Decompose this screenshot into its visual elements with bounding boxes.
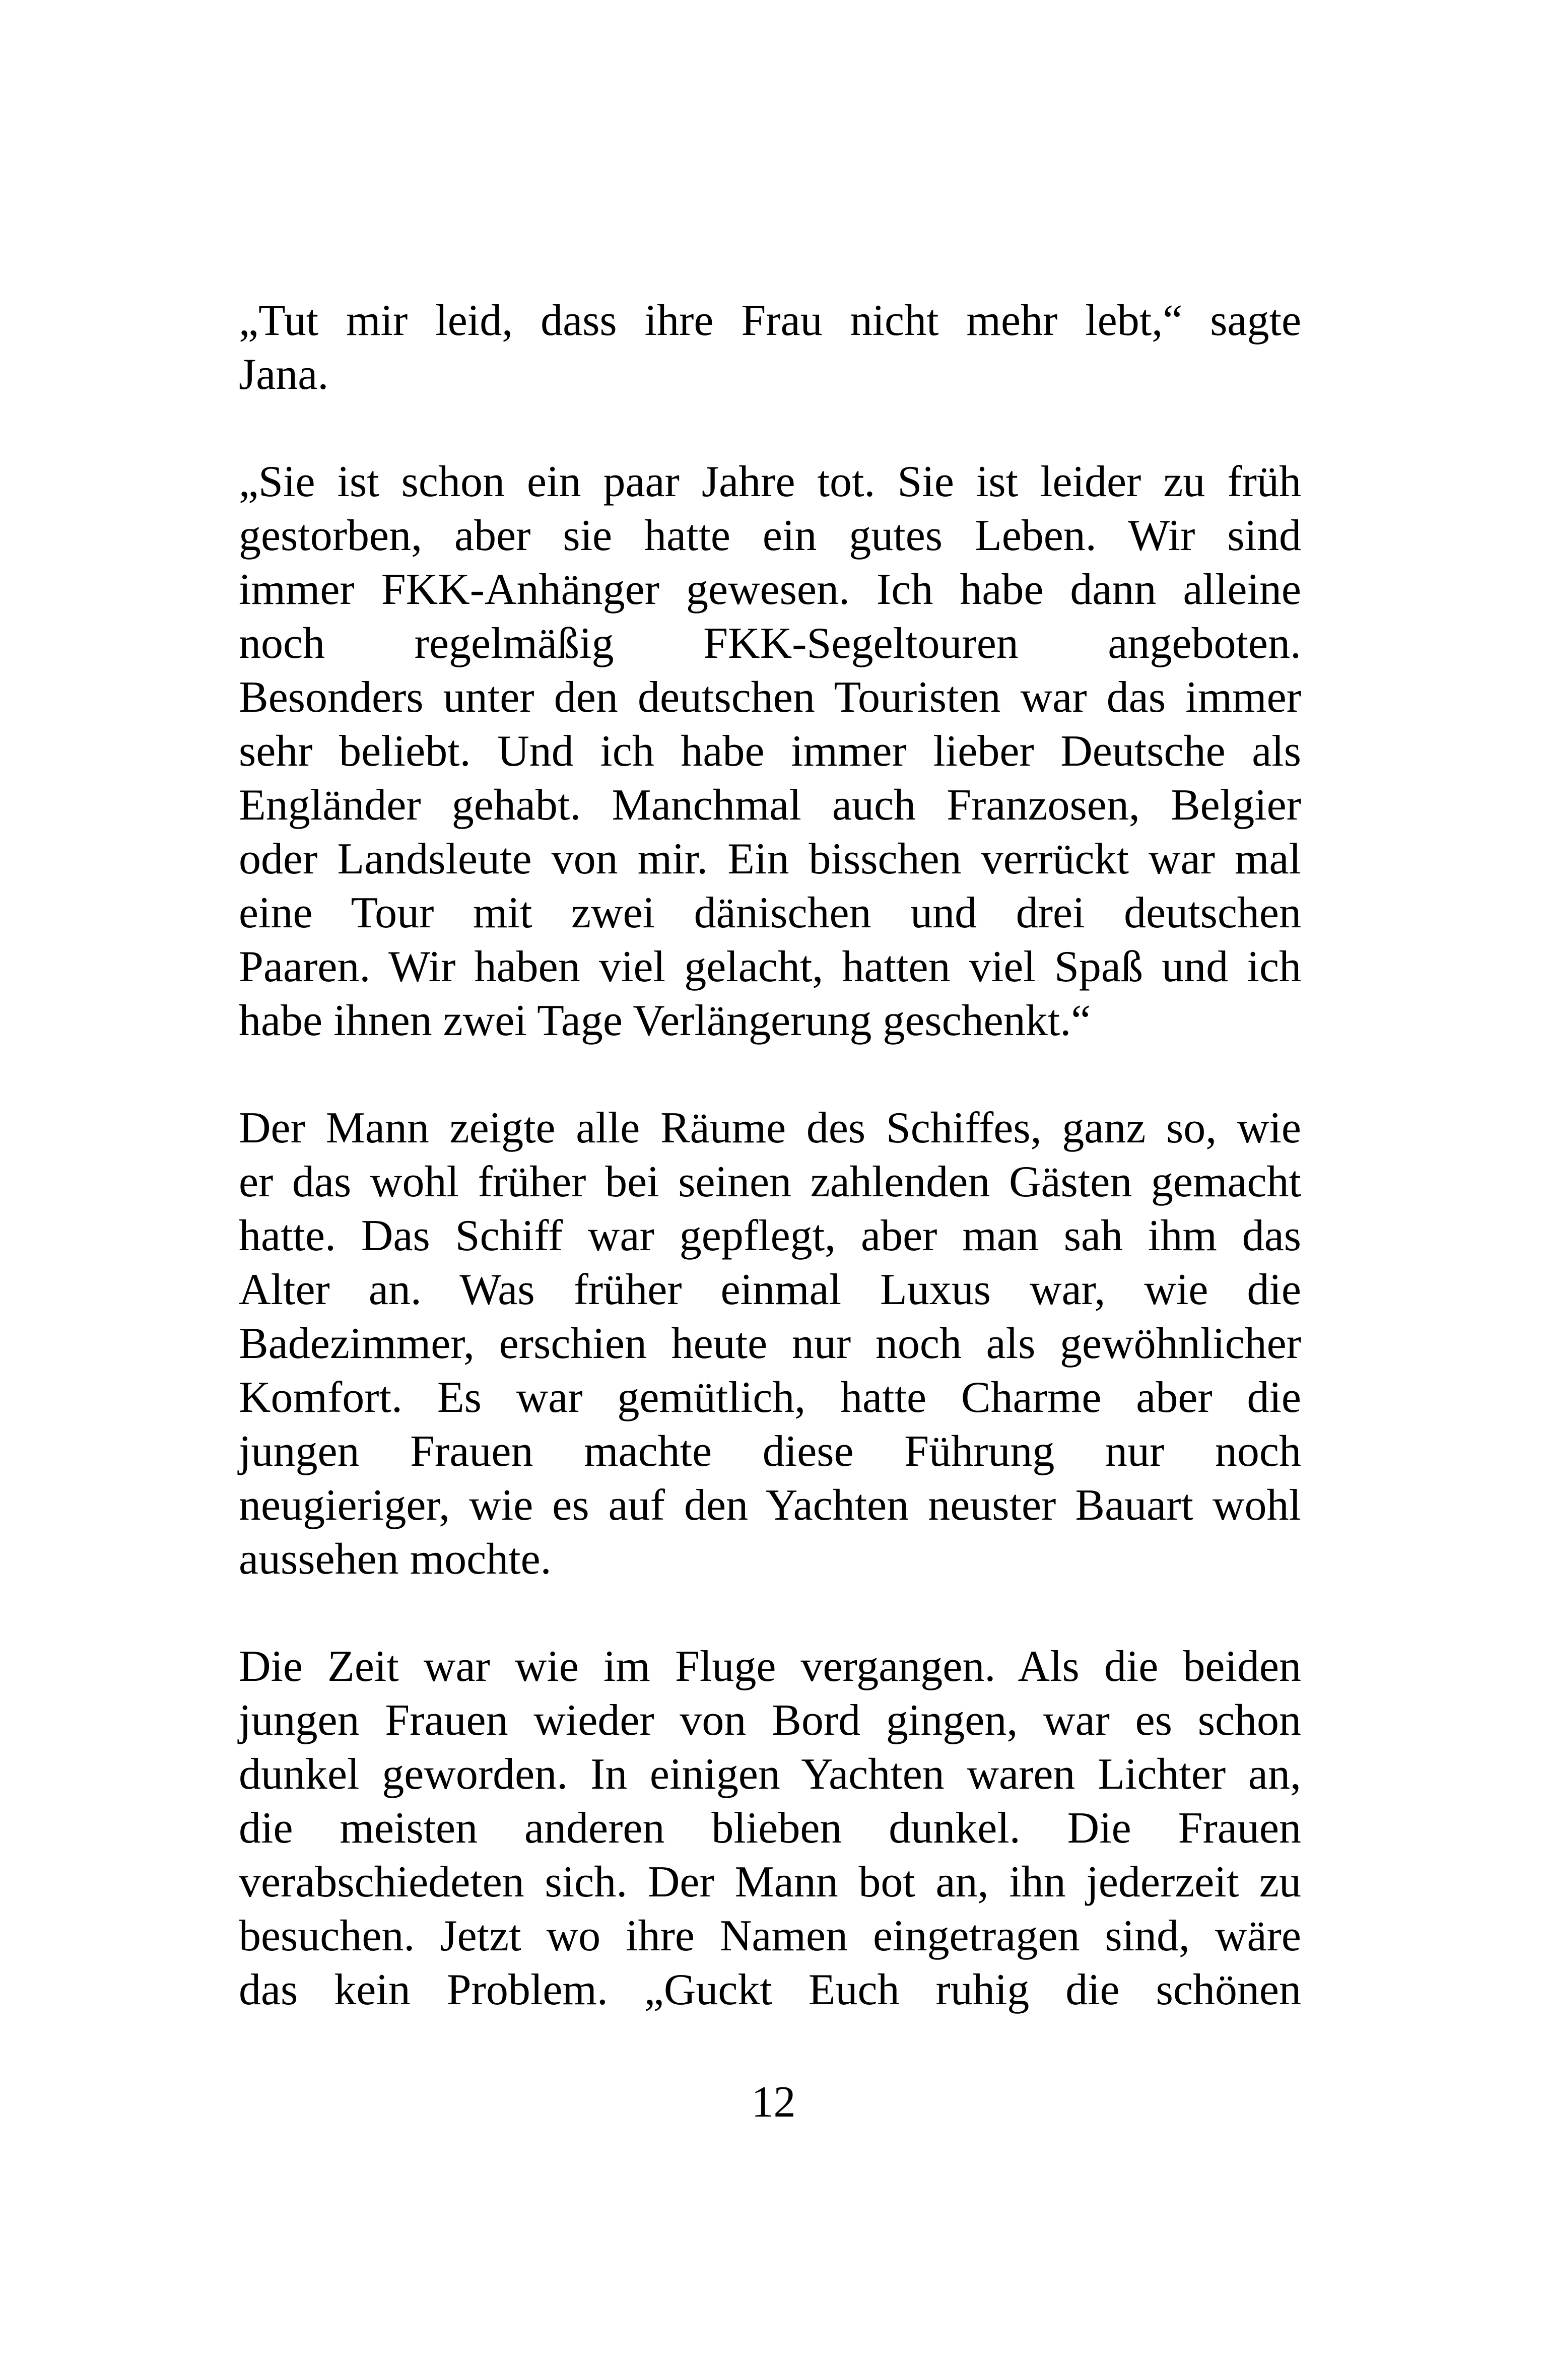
text-line: die meisten anderen blieben dunkel. Die Frauen <box>239 1804 1301 1853</box>
paragraph <box>239 455 1301 1048</box>
text-line: Paaren. Wir haben viel gelacht, hatten viel Spaß und ich <box>239 942 1301 991</box>
text-line: eine Tour mit zwei dänischen und drei deutschen <box>239 889 1301 937</box>
text-line: verabschiedeten sich. Der Mann bot an, ihn jederzeit zu <box>239 1858 1301 1907</box>
text-line: das kein Problem. „Guckt Euch ruhig die schönen <box>239 1965 1301 2014</box>
body-text <box>239 294 1301 2070</box>
text-line: er das wohl früher bei seinen zahlenden Gästen gemacht <box>239 1158 1301 1206</box>
text-line: gestorben, aber sie hatte ein gutes Leben. Wir sind <box>239 511 1301 560</box>
text-line: besuchen. Jetzt wo ihre Namen eingetragen sind, wäre <box>239 1912 1301 1960</box>
text-line: sehr beliebt. Und ich habe immer lieber Deutsche als <box>239 727 1301 776</box>
text-line: Komfort. Es war gemütlich, hatte Charme aber die <box>239 1373 1301 1422</box>
text-line: „Tut mir leid, dass ihre Frau nicht mehr lebt,“ sagte <box>239 296 1301 345</box>
paragraph <box>239 1101 1301 1586</box>
text-line: jungen Frauen machte diese Führung nur noch <box>239 1427 1301 1476</box>
paragraph <box>239 1640 1301 2017</box>
text-line: „Sie ist schon ein paar Jahre tot. Sie ist leider zu früh <box>239 457 1301 506</box>
text-line: Besonders unter den deutschen Touristen war das immer <box>239 673 1301 722</box>
text-line: Der Mann zeigte alle Räume des Schiffes, ganz so, wie <box>239 1104 1301 1152</box>
text-line: noch regelmäßig FKK-Segeltouren angeboten. <box>239 619 1301 668</box>
page-number: 12 <box>751 2078 796 2127</box>
text-line: immer FKK-Anhänger gewesen. Ich habe dann alleine <box>239 565 1301 614</box>
text-line: dunkel geworden. In einigen Yachten waren Lichter an, <box>239 1750 1301 1799</box>
text-line: hatte. Das Schiff war gepflegt, aber man sah ihm das <box>239 1211 1301 1260</box>
text-line: neugieriger, wie es auf den Yachten neuster Bauart wohl <box>239 1481 1301 1530</box>
text-line: Engländer gehabt. Manchmal auch Franzosen, Belgier <box>239 781 1301 830</box>
text-line: Die Zeit war wie im Fluge vergangen. Als die beiden <box>239 1642 1301 1691</box>
text-line: habe ihnen zwei Tage Verlängerung geschenkt.“ <box>239 996 1091 1045</box>
text-line: aussehen mochte. <box>239 1535 552 1584</box>
text-line: jungen Frauen wieder von Bord gingen, war es schon <box>239 1696 1301 1745</box>
paragraph <box>239 294 1301 401</box>
text-line: oder Landsleute von mir. Ein bisschen verrückt war mal <box>239 835 1301 883</box>
text-line: Badezimmer, erschien heute nur noch als gewöhnlicher <box>239 1319 1301 1368</box>
text-line: Alter an. Was früher einmal Luxus war, wie die <box>239 1265 1301 1314</box>
text-line: Jana. <box>239 350 329 399</box>
